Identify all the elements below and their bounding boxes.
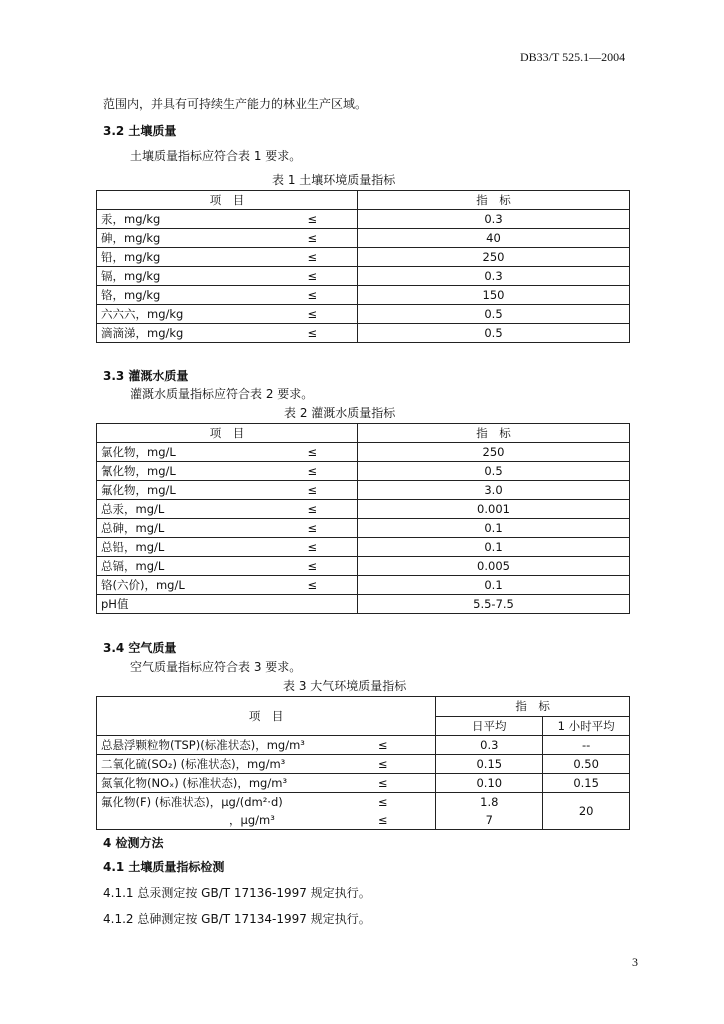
item-cell: 总汞，mg/L	[97, 500, 268, 519]
table-row	[97, 519, 630, 538]
table3-header-day: 日平均	[436, 716, 543, 736]
table-row	[97, 557, 630, 576]
value-cell: 0.5	[358, 305, 630, 324]
table-row	[97, 736, 630, 755]
table2	[96, 423, 630, 614]
value-cell: 0.005	[358, 557, 630, 576]
operator-cell: ≤	[330, 755, 436, 774]
table-row	[97, 305, 630, 324]
table3	[96, 696, 630, 830]
table3-header-item: 项 目	[97, 697, 436, 736]
table-row	[97, 462, 630, 481]
item-cell: 汞，mg/kg	[97, 210, 268, 229]
value-cell: 150	[358, 286, 630, 305]
section-3-3-body: 灌溉水质量指标应符合表 2 要求。	[130, 387, 314, 401]
item-cell: 氟化物，mg/L	[97, 481, 268, 500]
item-cell: 二氧化硫(SO₂) (标准状态)，mg/m³	[97, 755, 331, 774]
fluoride-operator-2: ≤	[377, 813, 388, 827]
operator-cell: ≤	[330, 774, 436, 793]
item-cell: 氯化物，mg/L	[97, 443, 268, 462]
operator-cell: ≤	[268, 443, 358, 462]
table-row	[97, 210, 630, 229]
paragraph-4-1-1: 4.1.1 总汞测定按 GB/T 17136-1997 规定执行。	[103, 886, 371, 900]
operator-cell: ≤	[268, 248, 358, 267]
operator-cell: ≤	[268, 210, 358, 229]
table1-header-item: 项 目	[97, 191, 358, 210]
value-cell: 5.5-7.5	[358, 595, 630, 614]
section-3-3-title: 3.3 灌溉水质量	[103, 369, 189, 383]
table-row	[97, 481, 630, 500]
hour-cell: --	[543, 736, 630, 755]
value-cell: 3.0	[358, 481, 630, 500]
fluoride-day-cell	[436, 793, 543, 830]
day-cell: 0.15	[436, 755, 543, 774]
item-cell: 总镉，mg/L	[97, 557, 268, 576]
item-cell: 氰化物，mg/L	[97, 462, 268, 481]
item-cell: 铬(六价)，mg/L	[97, 576, 268, 595]
operator-cell: ≤	[268, 500, 358, 519]
table-row	[97, 538, 630, 557]
table-row	[97, 793, 630, 830]
intro-line: 范围内，并具有可持续生产能力的林业生产区域。	[103, 97, 368, 111]
value-cell: 0.001	[358, 500, 630, 519]
page-number: 3	[632, 955, 638, 969]
table1	[96, 190, 630, 343]
section-3-4-title: 3.4 空气质量	[103, 641, 177, 655]
operator-cell: ≤	[268, 324, 358, 343]
table2-header-index: 指 标	[358, 424, 630, 443]
item-cell: 铬，mg/kg	[97, 286, 268, 305]
table1-header-index: 指 标	[358, 191, 630, 210]
value-cell: 0.5	[358, 462, 630, 481]
item-cell: pH值	[97, 595, 268, 614]
value-cell: 0.1	[358, 538, 630, 557]
table-row	[97, 500, 630, 519]
table-row	[97, 286, 630, 305]
table-row	[97, 595, 630, 614]
table-row	[97, 324, 630, 343]
item-cell: 总悬浮颗粒物(TSP)(标准状态)，mg/m³	[97, 736, 331, 755]
item-cell: 总砷，mg/L	[97, 519, 268, 538]
operator-cell: ≤	[268, 267, 358, 286]
fluoride-item-cell	[97, 793, 331, 830]
fluoride-operator-cell	[330, 793, 436, 830]
fluoride-day-2: 7	[485, 813, 493, 827]
value-cell: 250	[358, 248, 630, 267]
fluoride-item-line1: 氟化物(F) (标准状态)，μg/(dm²·d)	[101, 795, 283, 809]
fluoride-operator-1: ≤	[377, 795, 388, 809]
item-cell: 氮氧化物(NOₓ) (标准状态)，mg/m³	[97, 774, 331, 793]
operator-cell: ≤	[268, 305, 358, 324]
day-cell: 0.3	[436, 736, 543, 755]
document-number: DB33/T 525.1—2004	[520, 50, 626, 64]
table2-header-item: 项 目	[97, 424, 358, 443]
operator-cell: ≤	[268, 286, 358, 305]
value-cell: 0.5	[358, 324, 630, 343]
operator-cell: ≤	[330, 736, 436, 755]
operator-cell: ≤	[268, 557, 358, 576]
hour-cell: 0.15	[543, 774, 630, 793]
value-cell: 0.3	[358, 210, 630, 229]
table-row	[97, 267, 630, 286]
fluoride-hour-cell: 20	[543, 793, 630, 830]
item-cell: 总铅，mg/L	[97, 538, 268, 557]
paragraph-4-1-2: 4.1.2 总砷测定按 GB/T 17134-1997 规定执行。	[103, 912, 371, 926]
table1-caption: 表 1 土壤环境质量指标	[272, 173, 396, 187]
table-row	[97, 443, 630, 462]
operator-cell: ≤	[268, 538, 358, 557]
value-cell: 0.1	[358, 576, 630, 595]
item-cell: 镉，mg/kg	[97, 267, 268, 286]
table-row	[97, 576, 630, 595]
item-cell: 铅，mg/kg	[97, 248, 268, 267]
table3-caption: 表 3 大气环境质量指标	[283, 679, 407, 693]
item-cell: 六六六，mg/kg	[97, 305, 268, 324]
hour-cell: 0.50	[543, 755, 630, 774]
table3-header-index: 指 标	[436, 697, 630, 717]
item-cell: 砷，mg/kg	[97, 229, 268, 248]
operator-cell	[268, 595, 358, 614]
value-cell: 0.1	[358, 519, 630, 538]
operator-cell: ≤	[268, 519, 358, 538]
table-row	[97, 755, 630, 774]
section-4-title: 4 检测方法	[103, 836, 164, 850]
table-row	[97, 774, 630, 793]
day-cell: 0.10	[436, 774, 543, 793]
section-3-4-body: 空气质量指标应符合表 3 要求。	[130, 660, 302, 674]
item-cell: 滴滴涕，mg/kg	[97, 324, 268, 343]
operator-cell: ≤	[268, 481, 358, 500]
operator-cell: ≤	[268, 229, 358, 248]
fluoride-item-line2: ，μg/m³	[229, 813, 275, 827]
table2-caption: 表 2 灌溉水质量指标	[284, 406, 396, 420]
value-cell: 250	[358, 443, 630, 462]
section-3-2-title: 3.2 土壤质量	[103, 124, 177, 138]
table-row	[97, 229, 630, 248]
table3-header-hour: 1 小时平均	[543, 716, 630, 736]
section-3-2-body: 土壤质量指标应符合表 1 要求。	[130, 149, 302, 163]
value-cell: 40	[358, 229, 630, 248]
value-cell: 0.3	[358, 267, 630, 286]
section-4-1-title: 4.1 土壤质量指标检测	[103, 860, 225, 874]
operator-cell: ≤	[268, 462, 358, 481]
operator-cell: ≤	[268, 576, 358, 595]
table-row	[97, 248, 630, 267]
fluoride-day-1: 1.8	[480, 795, 499, 809]
